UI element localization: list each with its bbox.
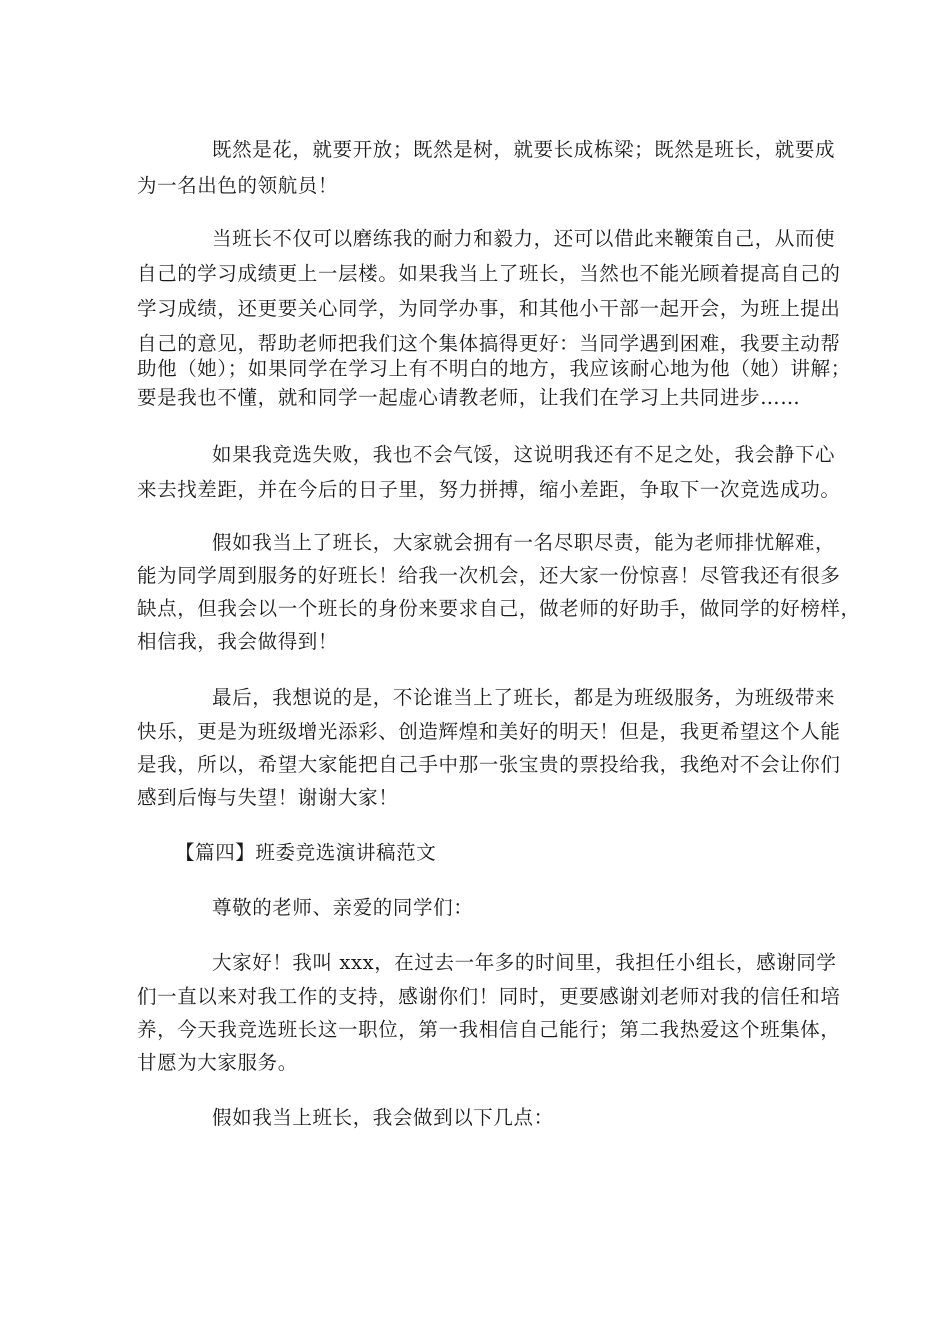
paragraph-5-line-2: 快乐，更是为班级增光添彩、创造辉煌和美好的明天！但是，我更希望这个人能: [137, 720, 841, 743]
paragraph-4-line-4: 相信我，我会做得到！: [137, 630, 339, 653]
paragraph-3-line-2: 来去找差距，并在今后的日子里，努力拼搏，缩小差距，争取下一次竞选成功。: [137, 478, 841, 501]
paragraph-2-line-4: 自己的意见，帮助老师把我们这个集体搞得更好：当同学遇到困难，我要主动帮: [137, 332, 841, 355]
paragraph-2-line-5: 助他（她）；如果同学在学习上有不明白的地方，我应该耐心地为他（她）讲解；: [137, 357, 851, 380]
paragraph-5-line-3: 是我，所以，希望大家能把自己手中那一张宝贵的票投给我，我绝对不会让你们: [137, 753, 841, 776]
paragraph-4-line-1: 假如我当上了班长，大家就会拥有一名尽职尽责，能为老师排忧解难，: [212, 531, 836, 554]
paragraph-1-line-2: 为一名出色的领航员！: [137, 174, 339, 197]
intro-line-3: 养，今天我竞选班长这一职位，第一我相信自己能行；第二我热爱这个班集体，: [137, 1018, 841, 1041]
paragraph-5-line-1: 最后，我想说的是，不论谁当上了班长，都是为班级服务，为班级带来: [212, 686, 836, 709]
paragraph-3-line-1: 如果我竞选失败，我也不会气馁，这说明我还有不足之处，我会静下心: [212, 443, 836, 466]
paragraph-4-line-3: 缺点，但我会以一个班长的身份来要求自己，做老师的好助手，做同学的好榜样，: [137, 597, 861, 620]
paragraph-1-line-1: 既然是花，就要开放；既然是树，就要长成栋梁；既然是班长，就要成: [212, 138, 836, 161]
paragraph-2-line-6: 要是我也不懂，就和同学一起虚心请教老师，让我们在学习上共同进步……: [137, 386, 801, 409]
closing-line: 假如我当上班长，我会做到以下几点：: [212, 1106, 554, 1129]
intro-line-1: 大家好！我叫 xxx，在过去一年多的时间里，我担任小组长，感谢同学: [212, 951, 837, 974]
paragraph-2-line-2: 自己的学习成绩更上一层楼。如果我当上了班长，当然也不能光顾着提高自己的: [137, 262, 841, 285]
paragraph-4-line-2: 能为同学周到服务的好班长！给我一次机会，还大家一份惊喜！尽管我还有很多: [137, 564, 841, 587]
greeting: 尊敬的老师、亲爱的同学们：: [212, 896, 474, 919]
section-heading: 【篇四】班委竞选演讲稿范文: [175, 841, 437, 864]
paragraph-2-line-3: 学习成绩，还更要关心同学，为同学办事，和其他小干部一起开会，为班上提出: [137, 297, 841, 320]
paragraph-5-line-4: 感到后悔与失望！谢谢大家！: [137, 786, 399, 809]
paragraph-2-line-1: 当班长不仅可以磨练我的耐力和毅力，还可以借此来鞭策自己，从而使: [212, 227, 836, 250]
intro-line-4: 甘愿为大家服务。: [137, 1051, 298, 1074]
intro-line-2: 们一直以来对我工作的支持，感谢你们！同时，更要感谢刘老师对我的信任和培: [137, 985, 841, 1008]
